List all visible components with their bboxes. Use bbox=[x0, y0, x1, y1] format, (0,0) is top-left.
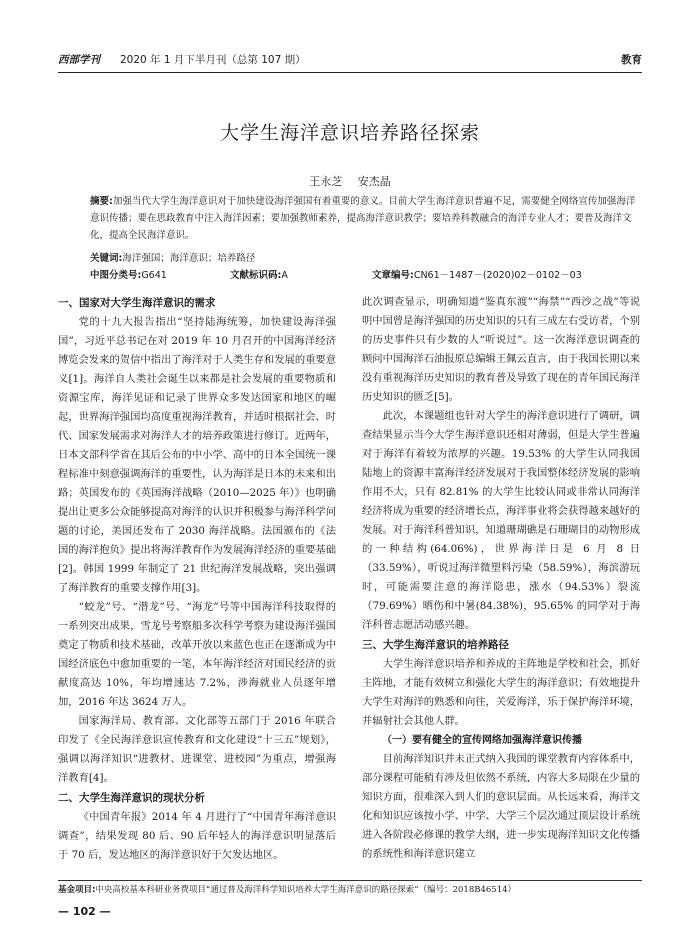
running-header bbox=[58, 52, 642, 72]
section-heading: 三、大学生海洋意识的培养路径 bbox=[362, 639, 509, 651]
paragraph: 党的十九大报告指出“坚持陆海统筹，加快建设海洋强国”，习近平总书记在对 2019 年 10 月召开的中国海洋经济博览会发来的贺信中指出了海洋对于人类生存和发展的重要意义[1]。海洋自人类社会诞生以来都是社会发展的重要物质和资源宝库，海洋见证和记录了世界众多发达国家和地区的崛起，世界海洋强国均高度重视海洋教育，并适时根据社会、时代、国家发展需求对海洋人才的培养政策进行修订。近两年，日本文部科学省在其后公布的中小学、高中的日本全国统一课程标准中刻意强调海洋的重要性，认为海洋是日本的未来和出路；英国发布的《英国海洋战略（2010—2025 年）》也明确提出让更多公众能够提高对海洋的认识并积极参与海洋科学问题的讨论，美国还发布了 2030 海洋战略。法国颁布的《法国的海洋抱负》提出将海洋教育作为发展海洋经济的重要基础[2]。韩国 1999 年制定了 21 世纪海洋发展战略，突出强调了海洋教育的重要支撑作用[3]。 bbox=[58, 316, 337, 594]
clc-number bbox=[90, 268, 167, 284]
paragraph: 大学生海洋意识培养和养成的主阵地是学校和社会，抓好主阵地，才能有效树立和强化大学生的海洋意识；有效地提升大学生对海洋的熟悉和向往，关爱海洋，乐于保护海洋环境，并辐射社会其他人群。 bbox=[362, 658, 641, 727]
section-heading: 一、国家对大学生海洋意识的需求 bbox=[58, 297, 216, 309]
header-divider bbox=[58, 72, 642, 73]
section-heading: 二、大学生海洋意识的现状分析 bbox=[58, 792, 205, 804]
author-list bbox=[58, 173, 642, 189]
articleno-label: 文章编号: bbox=[372, 270, 414, 281]
fund-text: 中央高校基本科研业务费项目“通过普及海洋科学知识培养大学生海洋意识的路径探索”（编号：2018B46514） bbox=[95, 885, 517, 895]
doc-label: 文献标识码: bbox=[230, 270, 282, 281]
doc-value: A bbox=[281, 270, 288, 281]
funding-note bbox=[58, 883, 642, 897]
keywords-label: 关键词: bbox=[90, 253, 123, 264]
abstract-text: 加强当代大学生海洋意识对于加快建设海洋强国有着重要的意义。目前大学生海洋意识普遍不足，需要健全网络宣传加强海洋意识传播；要在思政教育中注入海洋因素；要加强教师素养，提高海洋意识教学；要培养科教融合的海洋专业人才；要普及海洋文化，提高全民海洋意识。 bbox=[90, 196, 636, 241]
page-number: — 102 — bbox=[58, 905, 111, 918]
clc-label: 中图分类号: bbox=[90, 270, 142, 281]
keywords bbox=[90, 251, 638, 267]
paragraph: “蛟龙”号、“潜龙”号、“海龙”号等中国海洋科技取得的一系列突出成果，雪龙号考察船多次科学考察为建设海洋强国奠定了物质和技术基础，改革开放以来蓝色也正在逐渐成为中国经济底色中愈加重要的一笔，本年海洋经济对国民经济的贡献度高达 10%，年均增速达 7.2%，涉海就业人员逐年增加，2016 年达 3624 万人。 bbox=[58, 601, 337, 708]
paragraph: 此次调查显示，明确知道“鉴真东渡”“海禁”“西沙之战”等说明中国曾是海洋强国的历史知识的只有三成左右受访者，个别的历史事件只有少数的人“听说过”。这一次海洋意识调查的顾问中国海洋石油报原总编辑王佩云直言，由于我国长期以来没有重视海洋历史知识的教育普及导致了现在的青年国民海洋历史知识的匮乏[5]。 bbox=[362, 296, 641, 403]
keywords-text: 海洋强国；海洋意识；培养路径 bbox=[122, 253, 256, 264]
article-title: 大学生海洋意识培养路径探索 bbox=[219, 122, 480, 144]
section-name: 教育 bbox=[621, 54, 642, 66]
footnote-divider bbox=[58, 880, 642, 881]
right-column bbox=[362, 293, 640, 864]
fund-label: 基金项目: bbox=[58, 885, 96, 895]
document-code bbox=[230, 268, 288, 284]
paragraph: 此次，本课题组也针对大学生的海洋意识进行了调研，调查结果显示当今大学生海洋意识还相对薄弱，但是大学生普遍对于海洋有着较为浓厚的兴趣。19.53% 的大学生认同我国陆地上的资源丰富海洋经济发展对于我国整体经济发展的影响作用不大，只有 82.81% 的大学生比较认同或非常认同海洋经济将成为重要的经济增长点，海洋事业将会获得越来越好的发展。对于海洋科普知识，知道珊瑚礁是石珊瑚目的动物形成的一种结构(64.06%)，世界海洋日是 6 月 8 日（33.59%），听说过海洋微塑料污染（58.59%），海滨游玩时，可能需要注意的海洋隐患，涨水（94.53%）裂流（79.69%）晒伤和中暑(84.38%)，95.65% 的同学对于海洋科普志愿活动感兴趣。 bbox=[362, 410, 641, 631]
issue-info: 2020 年 1 月下半月刊（总第 107 期） bbox=[120, 54, 306, 66]
author-name: 王永芝 bbox=[309, 175, 343, 188]
journal-name: 西部学刊 bbox=[58, 54, 100, 66]
abstract-label: 摘要: bbox=[90, 196, 113, 207]
paragraph: 目前海洋知识并未正式纳入我国的课堂教育内容体系中，部分课程可能稍有涉及但依然不系统，内容大多局限在少量的知识方面，很难深入到人们的意识层面。从长远来看，海洋文化和知识应该按小学、中学、大学三个层次通过顶层设计系统进入各阶段必修课的教学大纲，进一步实现海洋知识文化传播的系统性和海洋意识建立 bbox=[362, 753, 641, 860]
paragraph: 《中国青年报》2014 年 4 月进行了“中国青年海洋意识调查”，结果发现 80 后、90 后年轻人的海洋意识明显落后于 70 后，发达地区的海洋意识好于欠发达地区。 bbox=[58, 811, 336, 861]
left-column bbox=[58, 293, 336, 865]
article-number bbox=[372, 268, 582, 284]
paragraph: 国家海洋局、教育部、文化部等五部门于 2016 年联合印发了《全民海洋意识宣传教育和文化建设“十三五”规划》，强调以海洋知识“进教材、进课堂、进校园”为重点，增强海洋教育[4]。 bbox=[58, 715, 336, 784]
subsection-heading: （一）要有健全的宣传网络加强海洋意识传播 bbox=[382, 735, 582, 746]
abstract bbox=[90, 193, 638, 244]
clc-value: G641 bbox=[141, 270, 167, 281]
author-name: 安杰晶 bbox=[357, 175, 391, 188]
articleno-value: CN61－1487－(2020)02－0102－03 bbox=[413, 270, 582, 281]
